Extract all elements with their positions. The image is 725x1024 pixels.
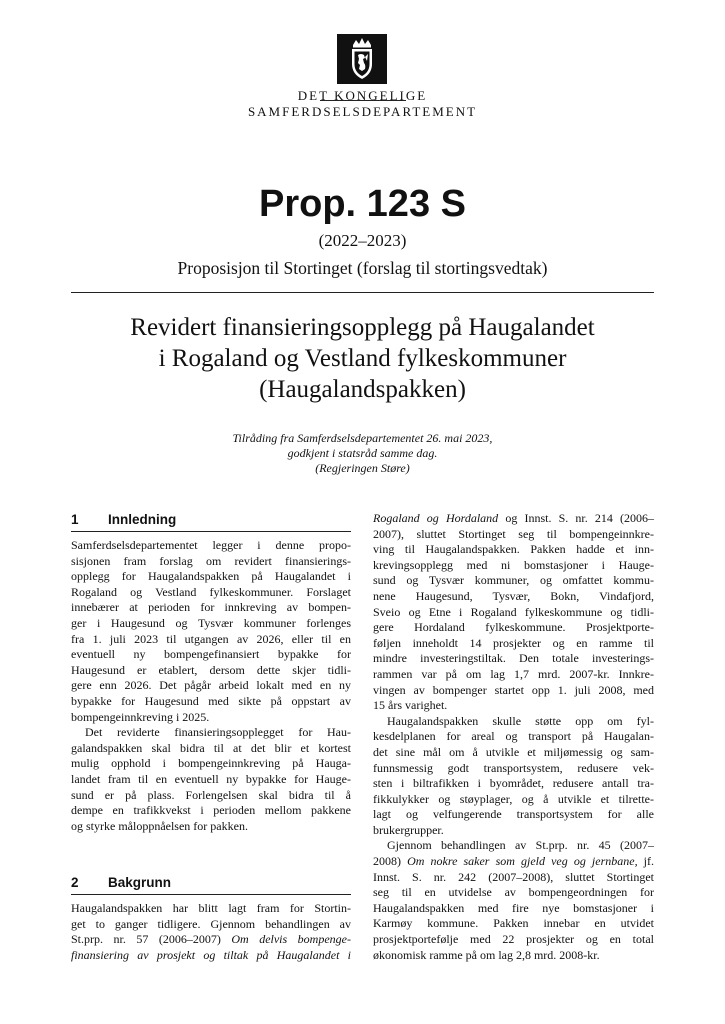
section-title: Innledning — [108, 512, 177, 527]
text-fragment: St.prp. nr. 57 (2006–2007) — [71, 932, 221, 947]
text-line: Rogaland og Vestland fylkeskommuner. Forslaget — [71, 584, 351, 599]
text-line: rammen var på om lag 1,7 mrd. 2007-kr. Innkre- — [373, 666, 654, 681]
text-line: det sine mål om å utvikle et miljømessig og sam- — [373, 744, 654, 759]
text-fragment: jf. — [643, 854, 655, 869]
right-column — [373, 511, 654, 963]
text-line: 2007), sluttet Stortinget seg til bompengeinnkre- — [373, 526, 654, 541]
text-line: føljen inneholdt 14 prosjekter og en ramme til — [373, 635, 654, 650]
text-line: gere Hordaland fylkeskommune. Prosjektporte- — [373, 620, 654, 635]
text-line: dempe en trafikkvekst i perioden mellom pakkene — [71, 803, 351, 818]
text-line: Karmøy kommune. Pakken innebar en utvidet — [373, 916, 654, 931]
text-line: krevingsopplegg med ni bomstasjoner i Hauge- — [373, 557, 654, 572]
text-line: lagt og velfungerende transportsystem for alle — [373, 807, 654, 822]
document-title — [40, 312, 685, 405]
text-line: ger i Haugesund og Tysvær kommuner forlenges — [71, 615, 351, 630]
text-line — [71, 932, 351, 948]
text-line: mulig opphold i bompengeinnkreving på Hauga- — [71, 756, 351, 771]
text-line: Haugalandspakken skulle støtte opp om fyl- — [387, 713, 654, 728]
recommendation-line: godkjent i statsråd samme dag. — [287, 446, 438, 460]
document-title-line: Revidert finansieringsopplegg på Haugalandet — [130, 314, 595, 341]
text-line: nene Haugesund, Tysvær, Bokn, Vindafjord, — [373, 588, 654, 603]
section-number: 1 — [71, 512, 79, 527]
header-divider — [71, 292, 654, 293]
text-line: get to ganger tidligere. Gjennom behandlingen av — [71, 916, 351, 931]
italic-fragment: Rogaland og Hordaland — [373, 511, 499, 525]
text-line: bypakke for Haugesund med sikte på oppstart av — [71, 693, 351, 708]
section-heading-innledning — [71, 511, 351, 532]
text-line: sten i biltrafikken i byområdet, redusere antall tra- — [373, 776, 654, 791]
text-line: Det reviderte finansieringsopplegget for Hau- — [85, 725, 351, 740]
text-line — [373, 511, 654, 527]
text-fragment: og Innst. S. nr. 214 (2006– — [505, 511, 654, 525]
text-line: galandspakken skal bidra til at det blir et kortest — [71, 740, 351, 755]
text-line: gere enn 2026. Det pågår arbeid lokalt med en ny — [71, 678, 351, 693]
text-line: fikkulykker og støyplager, og å utvikle et tilrette- — [373, 791, 654, 806]
text-line: Innst. S. nr. 242 (2007–2008), sluttet Stortinget — [373, 869, 654, 884]
text-line: eventuell ny bompengefinansiert bypakke for — [71, 647, 351, 662]
text-line: økonomisk ramme på om lag 2,8 mrd. 2008-kr. — [373, 947, 600, 962]
text-line: ving til Haugalandspakken. Pakken hadde et inn- — [373, 542, 654, 557]
text-line: brukergrupper. — [373, 822, 444, 837]
italic-fragment: Om delvis bompenge- — [231, 932, 352, 947]
document-title-line: (Haugalandspakken) — [259, 376, 466, 403]
text-line: mindre investeringstiltak. Den totale investerings- — [373, 651, 654, 666]
text-line: sund og Tysvær kommuner, og omfattet kommu- — [373, 573, 654, 588]
proposition-title: Prop. 123 S — [259, 183, 466, 225]
text-line: kesdelplanen for areal og transport på Haugalan- — [373, 729, 654, 744]
text-line: opplegg for Haugalandspakken på Haugalandet i — [71, 569, 351, 584]
text-line — [373, 854, 654, 870]
text-line: finansiering av prosjekt og tiltak på Haugalandet i — [71, 948, 351, 963]
document-title-line: i Rogaland og Vestland fylkeskommuner — [158, 345, 567, 372]
recommendation-line: Tilråding fra Samferdselsdepartementet 26. mai 2023, — [232, 431, 493, 445]
text-fragment: 2008) — [373, 854, 401, 869]
text-line: sisjonen fram forslag om revidert finansierings- — [71, 553, 351, 568]
text-line: 15 års varighet. — [373, 698, 448, 713]
coat-of-arms-icon — [337, 34, 387, 84]
section-number: 2 — [71, 875, 79, 891]
text-line: bompengeinnkreving i 2025. — [71, 709, 210, 724]
text-line: Haugesund er etablert, dersom dette skjer tidli- — [71, 662, 351, 677]
section-body-innledning — [71, 538, 351, 834]
italic-fragment: Om nokre saker som gjeld veg og jernbane, — [407, 854, 638, 869]
section-heading-bakgrunn — [71, 874, 351, 895]
department-divider — [320, 100, 406, 101]
text-line: Sveio og Etne i Rogaland fylkeskommune og tidli- — [373, 604, 654, 619]
text-line: Haugalandspakken har blitt lagt fram for Stortin- — [71, 901, 351, 916]
text-line: landet fram til en eventuell ny bypakke for Hauge- — [71, 771, 351, 786]
text-line: Gjennom behandlingen av St.prp. nr. 45 (2007– — [387, 838, 654, 853]
recommendation-note — [0, 431, 725, 476]
text-line: sund er på plass. Forlengelsen skal bidra til å — [71, 787, 351, 802]
text-line: og styrke måloppnåelsen for pakken. — [71, 818, 248, 833]
text-line: prosjektportefølje med 22 prosjekter og en total — [373, 932, 654, 947]
department-name-line2: SAMFERDSELSDEPARTEMENT — [247, 104, 478, 119]
text-line: fra 1. juli 2023 til utgangen av 2026, eller til en — [71, 631, 351, 646]
text-line: vingen av bompenger startet opp 1. juli 2008, med — [373, 682, 654, 697]
text-line: funnsmessig godt transportsystem, redusere vek- — [373, 760, 654, 775]
section-title: Bakgrunn — [108, 875, 172, 891]
text-line: seg til en utvidelse av bompengeordningen for — [373, 885, 654, 900]
left-column — [71, 511, 351, 964]
recommendation-line: (Regjeringen Støre) — [315, 461, 410, 475]
text-line: Haugalandspakken med fire nye bomstasjoner i — [373, 900, 654, 915]
section-body-bakgrunn-left — [71, 901, 351, 963]
text-line: Samferdselsdepartementet legger i denne propo- — [71, 538, 351, 552]
text-line: innebærer at perioden for innkreving av bompen- — [71, 600, 351, 615]
department-name-line1: DET KONGELIGE — [297, 88, 428, 103]
proposition-subtitle: Proposisjon til Stortinget (forslag til stortingsvedtak) — [177, 258, 548, 278]
proposition-year: (2022–2023) — [318, 231, 407, 250]
